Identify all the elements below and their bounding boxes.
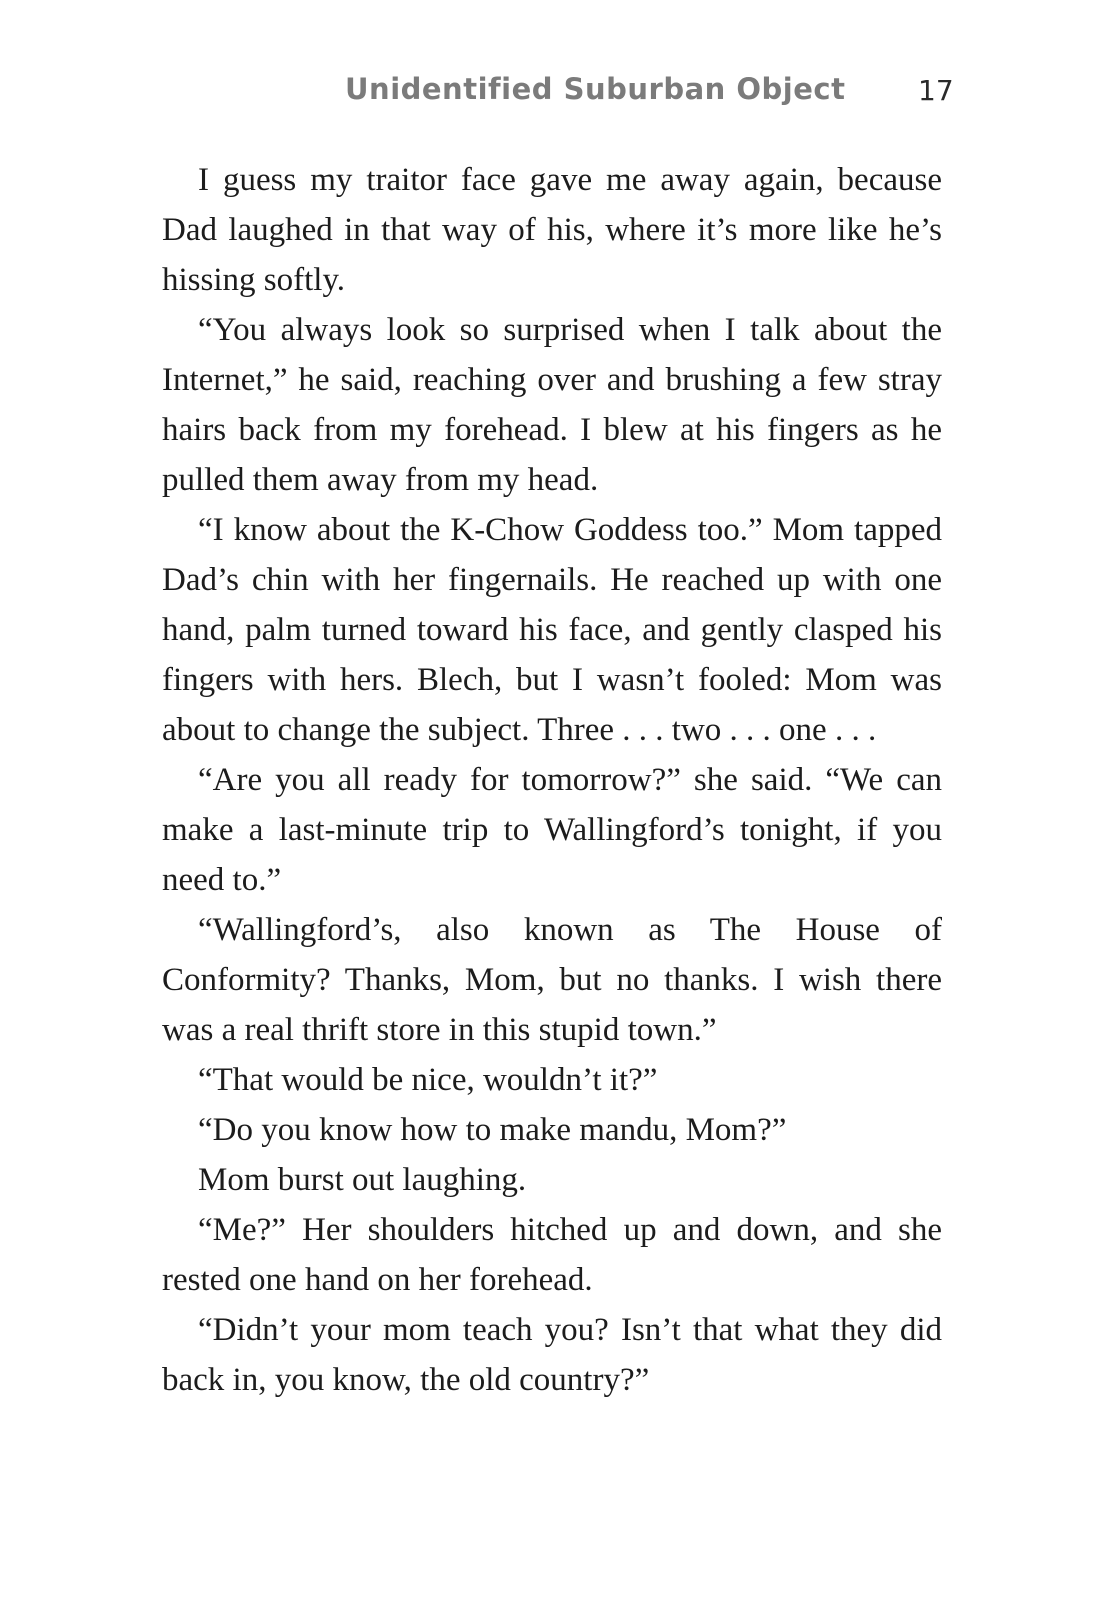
- paragraph: “Wallingford’s, also known as The House of Conformity? Thanks, Mom, but no thanks. I wish there was a real thrift store in this stupid town.”: [162, 912, 942, 1048]
- running-head: [0, 72, 1101, 116]
- paragraph: “Are you all ready for tomorrow?” she said. “We can make a last-minute trip to Wallingford’s tonight, if you need to.”: [162, 762, 942, 898]
- book-title: Unidentified Suburban Object: [345, 72, 846, 106]
- paragraph: “I know about the K-Chow Goddess too.” Mom tapped Dad’s chin with her fingernails. He reached up with one hand, palm turned toward his face, and gently clasped his fingers with hers. Blech, but I wasn’t fooled: Mom was about to change the subject. Three . . . two . . . one . . .: [162, 512, 942, 748]
- page-number: 17: [918, 74, 954, 107]
- paragraph: “You always look so surprised when I talk about the Internet,” he said, reaching over and brushing a few stray hairs back from my forehead. I blew at his fingers as he pulled them away from my head.: [162, 312, 942, 498]
- paragraph: “Me?” Her shoulders hitched up and down, and she rested one hand on her forehead.: [162, 1212, 942, 1298]
- paragraph: “Do you know how to make mandu, Mom?”: [198, 1112, 787, 1148]
- body-text: [162, 155, 942, 1405]
- paragraph: “That would be nice, wouldn’t it?”: [198, 1062, 658, 1098]
- paragraph: “Didn’t your mom teach you? Isn’t that what they did back in, you know, the old country?”: [162, 1312, 942, 1398]
- paragraph: Mom burst out laughing.: [198, 1162, 527, 1198]
- paragraph: I guess my traitor face gave me away again, because Dad laughed in that way of his, where it’s more like he’s hissing softly.: [162, 162, 942, 298]
